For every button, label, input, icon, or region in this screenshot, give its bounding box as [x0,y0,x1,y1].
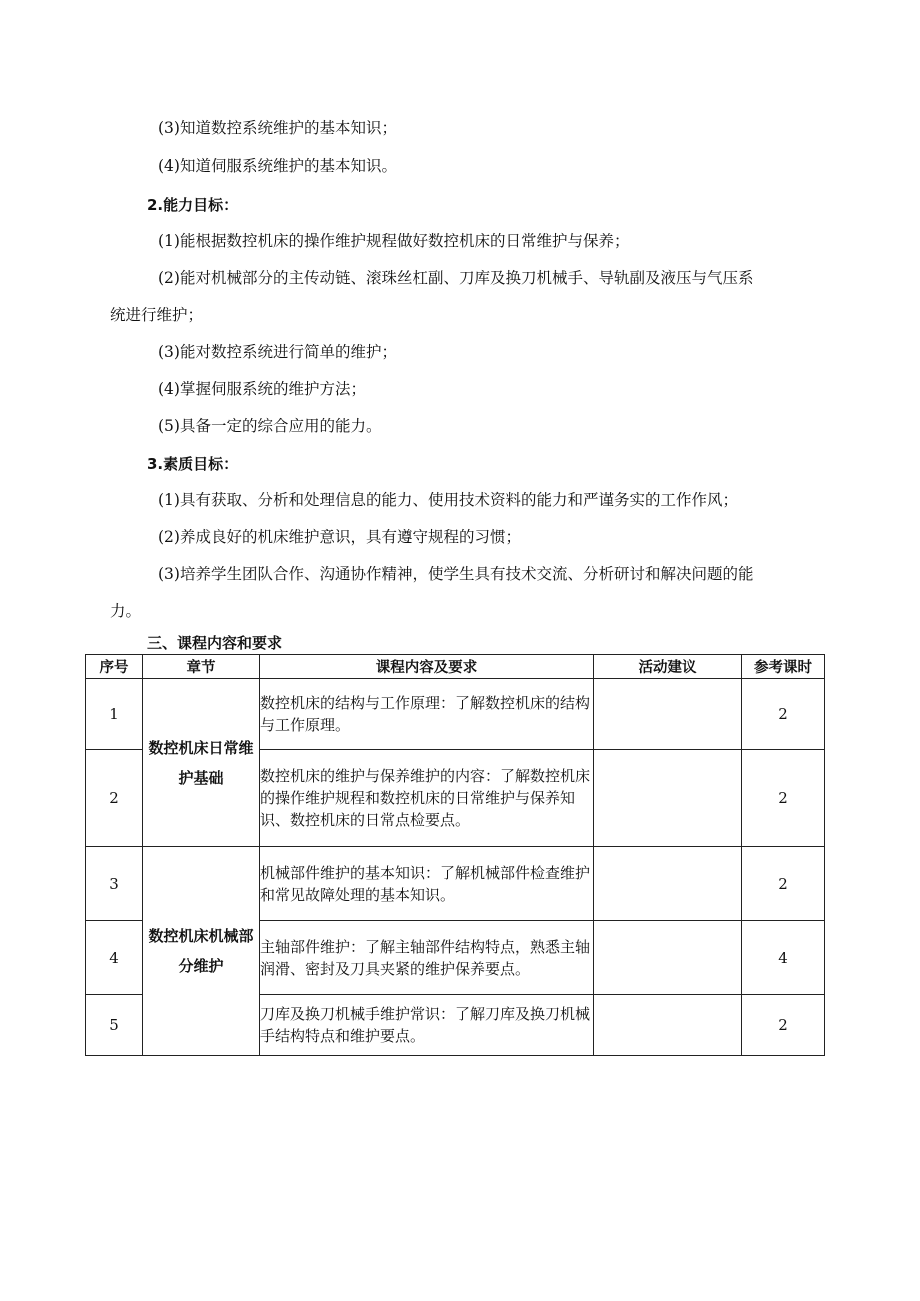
text-line: (4)掌握伺服系统的维护方法； [158,380,366,398]
text-line: (5)具备一定的综合应用的能力。 [158,417,382,435]
content-cell: 数控机床的结构与工作原理：了解数控机床的结构与工作原理。 [260,679,594,750]
content-cell: 主轴部件维护：了解主轴部件结构特点，熟悉主轴润滑、密封及刀具夹紧的维护保养要点。 [260,921,594,995]
content-cell: 刀库及换刀机械手维护常识：了解刀库及换刀机械手结构特点和维护要点。 [260,995,594,1056]
table-header-row [86,655,825,679]
course-content-table [85,654,825,1056]
header-cell: 章节 [143,655,260,679]
row-number: 3 [86,847,143,921]
chapter-cell: 数控机床日常维护基础 [143,679,260,847]
chapter-cell: 数控机床机械部分维护 [143,847,260,1056]
text-line: (4)知道伺服系统维护的基本知识。 [158,157,397,175]
row-number: 2 [86,750,143,847]
text-line: 力。 [110,602,142,620]
text-line: (2)能对机械部分的主传动链、滚珠丝杠副、刀库及换刀机械手、导轨副及液压与气压系 [158,269,754,287]
hours-cell: 2 [742,995,825,1056]
text-line: (1)能根据数控机床的操作维护规程做好数控机床的日常维护与保养； [158,232,630,250]
activity-cell [594,921,742,995]
text-line: (3)知道数控系统维护的基本知识； [158,119,397,137]
section-heading: 2.能力目标： [147,196,239,214]
activity-cell [594,995,742,1056]
hours-cell: 2 [742,750,825,847]
content-cell: 机械部件维护的基本知识：了解机械部件检查维护和常见故障处理的基本知识。 [260,847,594,921]
activity-cell [594,679,742,750]
section-heading: 三、课程内容和要求 [147,634,283,652]
content-cell: 数控机床的维护与保养维护的内容：了解数控机床的操作维护规程和数控机床的日常维护与保养知识、数控机床的日常点检要点。 [260,750,594,847]
activity-cell [594,750,742,847]
text-line: (3)培养学生团队合作、沟通协作精神，使学生具有技术交流、分析研讨和解决问题的能 [158,565,754,583]
activity-cell [594,847,742,921]
header-cell: 活动建议 [594,655,742,679]
row-number: 4 [86,921,143,995]
header-cell: 序号 [86,655,143,679]
hours-cell: 4 [742,921,825,995]
text-line: (2)养成良好的机床维护意识，具有遵守规程的习惯； [158,528,521,546]
table-row [86,847,825,921]
row-number: 1 [86,679,143,750]
row-number: 5 [86,995,143,1056]
header-cell: 参考课时 [742,655,825,679]
hours-cell: 2 [742,679,825,750]
header-cell: 课程内容及要求 [260,655,594,679]
text-line: 统进行维护； [110,306,204,324]
table-row [86,679,825,750]
text-line: (3)能对数控系统进行简单的维护； [158,343,397,361]
hours-cell: 2 [742,847,825,921]
section-heading: 3.素质目标： [147,455,239,473]
text-line: (1)具有获取、分析和处理信息的能力、使用技术资料的能力和严谨务实的工作作风； [158,491,738,509]
